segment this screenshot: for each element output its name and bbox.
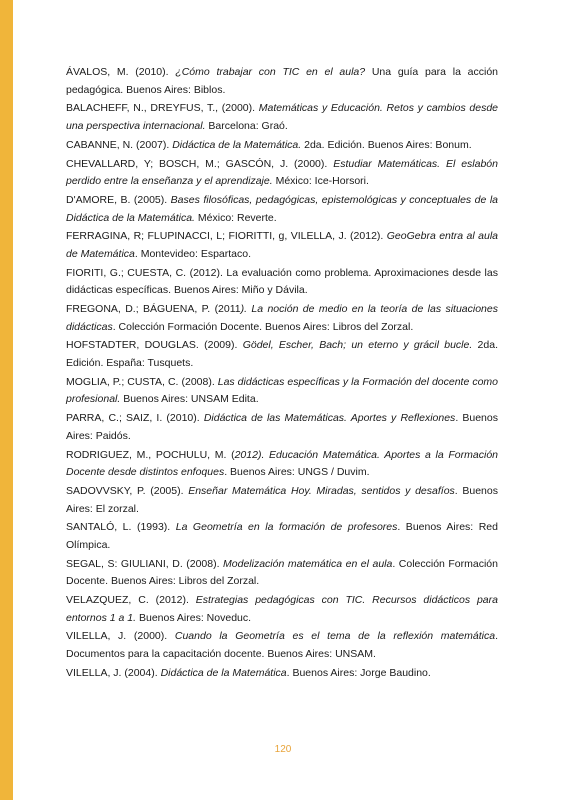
reference-vilella-2004: VILELLA, J. (2004). Didáctica de la Matemática. Buenos Aires: Jorge Baudino. xyxy=(66,666,431,679)
reference-damore: D'AMORE, B. (2005). Bases filosóficas, pedagógicas, epistemológicas y conceptuales de la Didáctica de la Matemática. México: Reverte. xyxy=(66,193,498,224)
reference-balacheff: BALACHEFF, N., DREYFUS, T., (2000). Matemáticas y Educación. Retos y cambios desde una perspectiva internacional. Barcelona: Graó. xyxy=(66,102,498,132)
left-accent-stripe xyxy=(0,0,13,800)
reference-cabanne: CABANNE, N. (2007). Didáctica de la Matemática. 2da. Edición. Buenos Aires: Bonum. xyxy=(66,138,472,151)
reference-list xyxy=(66,64,498,684)
reference-velazquez: VELAZQUEZ, C. (2012). Estrategias pedagógicas con TIC. Recursos didácticos para entornos 1 a 1. Buenos Aires: Noveduc. xyxy=(66,594,498,624)
reference-fioriti: FIORITI, G.; CUESTA, C. (2012). La evaluación como problema. Aproximaciones desde las didácticas específicas. Buenos Aires: Miño y Dávila. xyxy=(66,266,498,297)
reference-avalos: ÁVALOS, M. (2010). ¿Cómo trabajar con TIC en el aula? Una guía para la acción pedagógica. Buenos Aires: Biblos. xyxy=(66,66,499,96)
reference-segal: SEGAL, S: GIULIANI, D. (2008). Modelización matemática en el aula. Colección Formación Docente. Buenos Aires: Libros del Zorzal. xyxy=(66,557,498,588)
reference-chevallard: CHEVALLARD, Y; BOSCH, M.; GASCÓN, J. (2000). Estudiar Matemáticas. El eslabón perdido entre la enseñanza y el aprendizaje. México: Ice-Horsori. xyxy=(66,157,498,188)
reference-vilella-2000: VILELLA, J. (2000). Cuando la Geometría es el tema de la reflexión matemática. Documentos para la capacitación docente. Buenos Aires: UNSAM. xyxy=(66,630,498,660)
reference-moglia: MOGLIA, P.; CUSTA, C. (2008). Las didácticas específicas y la Formación del docente como profesional. Buenos Aires: UNSAM Edita. xyxy=(66,375,498,406)
reference-fregona: FREGONA, D.; BÁGUENA, P. (2011). La noción de medio en la teoría de las situaciones didácticas. Colección Formación Docente. Buenos Aires: Libros del Zorzal. xyxy=(66,303,498,333)
reference-hofstadter: HOFSTADTER, DOUGLAS. (2009). Gödel, Escher, Bach; un eterno y grácil bucle. 2da. Edición. España: Tusquets. xyxy=(66,339,498,369)
page-number: 120 xyxy=(274,744,292,755)
reference-parra: PARRA, C.; SAIZ, I. (2010). Didáctica de las Matemáticas. Aportes y Reflexiones. Buenos Aires: Paidós. xyxy=(66,412,498,442)
reference-sadovvsky: SADOVVSKY, P. (2005). Enseñar Matemática Hoy. Miradas, sentidos y desafíos. Buenos Aires: El zorzal. xyxy=(66,484,498,515)
reference-santalo: SANTALÓ, L. (1993). La Geometría en la formación de profesores. Buenos Aires: Red Olímpica. xyxy=(66,521,498,551)
reference-ferragina: FERRAGINA, R; FLUPINACCI, L; FIORITTI, g, VILELLA, J. (2012). GeoGebra entra al aula de Matemática. Montevideo: Espartaco. xyxy=(66,230,498,260)
reference-rodriguez: RODRIGUEZ, M., POCHULU, M. (2012). Educación Matemática. Aportes a la Formación Docente desde distintos enfoques. Buenos Aires: UNGS / Duvim. xyxy=(66,448,498,479)
